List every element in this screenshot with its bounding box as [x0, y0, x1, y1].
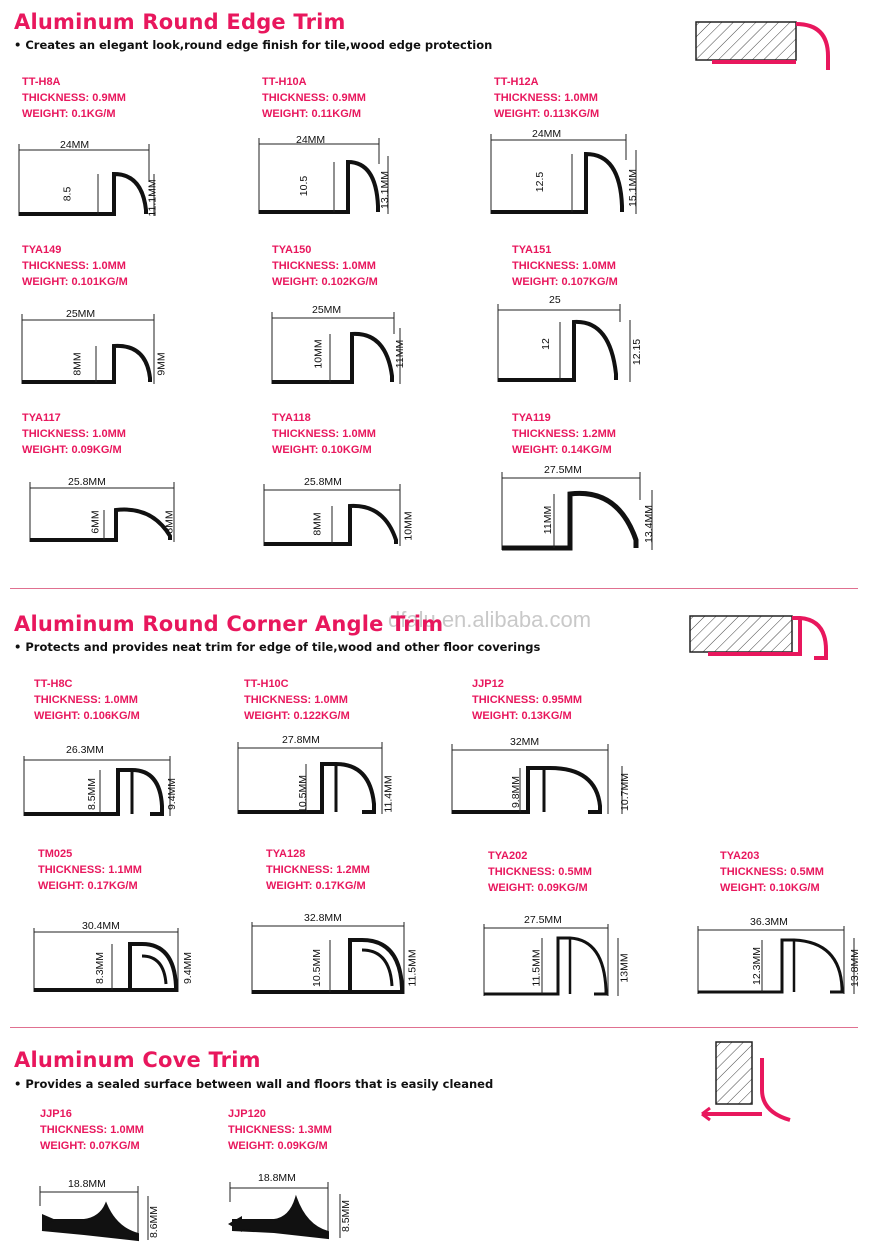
dim-outer-height: 9.4MM: [166, 777, 179, 811]
dim-inner-height: 12: [539, 338, 552, 350]
product-info-tya150: [272, 242, 378, 290]
dim-outer-height: 10.7MM: [618, 773, 631, 811]
round-edge-diagram-icon: [692, 18, 842, 78]
product-model: JJP12: [472, 678, 504, 690]
dim-inner-height: 10MM: [312, 339, 325, 369]
product-info-jjp120: [228, 1106, 332, 1154]
product-weight: WEIGHT: 0.1KG/M: [22, 108, 116, 120]
product-thickness: THICKNESS: 0.5MM: [720, 866, 824, 878]
product-model: TYA150: [272, 244, 312, 256]
product-thickness: THICKNESS: 0.9MM: [262, 92, 366, 104]
product-thickness: THICKNESS: 1.0MM: [22, 260, 126, 272]
dim-outer-height: 8.5MM: [340, 1199, 353, 1233]
profile-drawing-tya203: [692, 924, 872, 1000]
product-weight: WEIGHT: 0.09KG/M: [228, 1140, 328, 1152]
product-weight: WEIGHT: 0.102KG/M: [272, 276, 378, 288]
product-weight: WEIGHT: 0.09KG/M: [22, 444, 122, 456]
product-weight: WEIGHT: 0.11KG/M: [262, 108, 362, 120]
product-info-tt-h8c: [34, 676, 140, 724]
dim-inner-height: 10.5MM: [310, 949, 323, 987]
dim-width: 32MM: [510, 736, 540, 748]
section-divider: [10, 1027, 858, 1028]
profile-drawing-tt-h10c: [232, 740, 402, 826]
product-weight: WEIGHT: 0.107KG/M: [512, 276, 618, 288]
dim-inner-height: 8.3MM: [94, 951, 107, 985]
product-weight: WEIGHT: 0.07KG/M: [40, 1140, 140, 1152]
section-subtitle-corner-angle: • Protects and provides neat trim for edge of tile,wood and other floor coverings: [14, 640, 541, 654]
dim-width: 24MM: [532, 128, 562, 140]
product-weight: WEIGHT: 0.09KG/M: [488, 882, 588, 894]
product-model: JJP16: [40, 1108, 72, 1120]
product-info-tya118: [272, 410, 376, 458]
dim-outer-height: 11.1MM: [146, 179, 159, 217]
product-model: TYA149: [22, 244, 62, 256]
section-subtitle-round-edge: • Creates an elegant look,round edge finish for tile,wood edge protection: [14, 38, 493, 52]
product-weight: WEIGHT: 0.13KG/M: [472, 710, 572, 722]
dim-width: 30.4MM: [82, 920, 120, 932]
product-thickness: THICKNESS: 1.0MM: [244, 694, 348, 706]
product-weight: WEIGHT: 0.113KG/M: [494, 108, 600, 120]
profile-drawing-tya149: [14, 310, 184, 390]
product-model: TT-H10C: [244, 678, 289, 690]
dim-outer-height: 13MM: [618, 953, 631, 983]
product-info-tya119: [512, 410, 616, 458]
section-subtitle-cove: • Provides a sealed surface between wall and floors that is easily cleaned: [14, 1077, 494, 1091]
product-model: JJP120: [228, 1108, 266, 1120]
product-model: TT-H10A: [262, 76, 307, 88]
corner-angle-diagram-icon: [686, 612, 836, 664]
product-thickness: THICKNESS: 1.0MM: [22, 428, 126, 440]
section-divider: [10, 588, 858, 589]
product-thickness: THICKNESS: 1.0MM: [34, 694, 138, 706]
product-thickness: THICKNESS: 1.2MM: [266, 864, 370, 876]
dim-inner-height: 9.8MM: [510, 775, 523, 809]
dim-outer-height: 11.4MM: [382, 775, 395, 813]
product-model: TYA128: [266, 848, 306, 860]
product-thickness: THICKNESS: 0.5MM: [488, 866, 592, 878]
product-thickness: THICKNESS: 1.3MM: [228, 1124, 332, 1136]
product-info-tya117: [22, 410, 126, 458]
product-thickness: THICKNESS: 1.1MM: [38, 864, 142, 876]
product-thickness: THICKNESS: 1.0MM: [272, 260, 376, 272]
dim-width: 18.8MM: [258, 1172, 296, 1184]
dim-outer-height: 13.8MM: [848, 949, 861, 987]
product-info-tya202: [488, 848, 592, 896]
product-model: TT-H8C: [34, 678, 73, 690]
dim-width: 18.8MM: [68, 1178, 106, 1190]
product-info-tya151: [512, 242, 618, 290]
product-info-jjp12: [472, 676, 582, 724]
dim-outer-height: 8MM: [163, 510, 176, 534]
dim-inner-height: 11MM: [542, 505, 555, 535]
dim-inner-height: 8MM: [311, 512, 324, 536]
product-thickness: THICKNESS: 0.95MM: [472, 694, 583, 706]
product-model: TYA117: [22, 412, 61, 424]
product-weight: WEIGHT: 0.106KG/M: [34, 710, 140, 722]
product-weight: WEIGHT: 0.10KG/M: [272, 444, 372, 456]
dim-outer-height: 13.1MM: [378, 171, 391, 209]
dim-inner-height: 12.3MM: [750, 947, 763, 985]
dim-width: 27.5MM: [544, 464, 582, 476]
product-thickness: THICKNESS: 1.0MM: [494, 92, 598, 104]
dim-width: 25.8MM: [68, 476, 106, 488]
product-model: TYA151: [512, 244, 552, 256]
dim-inner-height: 8MM: [71, 352, 84, 376]
product-info-tt-h8a: [22, 74, 126, 122]
profile-drawing-tt-h10a: [254, 134, 424, 226]
product-model: TYA203: [720, 850, 760, 862]
profile-drawing-tt-h8c: [20, 754, 190, 824]
dim-width: 25MM: [66, 308, 96, 320]
dim-inner-height: 10.5: [298, 175, 311, 197]
cove-diagram-icon: [700, 1040, 810, 1130]
dim-outer-height: 11.5MM: [406, 949, 419, 987]
product-info-jjp16: [40, 1106, 144, 1154]
product-thickness: THICKNESS: 0.9MM: [22, 92, 126, 104]
dim-inner-height: 8.5MM: [86, 777, 99, 811]
product-weight: WEIGHT: 0.14KG/M: [512, 444, 612, 456]
dim-width: 25: [549, 294, 561, 306]
product-model: TYA118: [272, 412, 311, 424]
product-model: TYA119: [512, 412, 551, 424]
product-weight: WEIGHT: 0.17KG/M: [38, 880, 138, 892]
product-weight: WEIGHT: 0.101KG/M: [22, 276, 128, 288]
product-info-tt-h10a: [262, 74, 366, 122]
product-info-tya149: [22, 242, 128, 290]
product-model: TT-H8A: [22, 76, 61, 88]
dim-width: 24MM: [60, 139, 90, 151]
section-title-cove: Aluminum Cove Trim: [14, 1048, 261, 1072]
dim-outer-height: 8.6MM: [148, 1205, 161, 1239]
dim-width: 32.8MM: [304, 912, 342, 924]
dim-outer-height: 9.4MM: [182, 951, 195, 985]
product-weight: WEIGHT: 0.17KG/M: [266, 880, 366, 892]
dim-outer-height: 9MM: [155, 352, 168, 376]
dim-width: 26.3MM: [66, 744, 104, 756]
dim-width: 25.8MM: [304, 476, 342, 488]
product-model: TM025: [38, 848, 73, 860]
product-info-tt-h10c: [244, 676, 350, 724]
section-title-corner-angle: Aluminum Round Corner Angle Trim: [14, 612, 444, 636]
dim-inner-height: 10.5MM: [296, 775, 309, 813]
product-thickness: THICKNESS: 1.0MM: [272, 428, 376, 440]
dim-width: 24MM: [296, 134, 326, 146]
dim-inner-height: 6MM: [89, 510, 102, 534]
dim-width: 25MM: [312, 304, 342, 316]
product-info-tm025: [38, 846, 142, 894]
product-model: TT-H12A: [494, 76, 539, 88]
dim-inner-height: 12.5: [534, 171, 547, 193]
product-weight: WEIGHT: 0.122KG/M: [244, 710, 350, 722]
profile-drawing-tya150: [264, 308, 434, 390]
dim-outer-height: 10MM: [402, 511, 415, 541]
dim-outer-height: 12.15: [631, 338, 644, 366]
dim-inner-height: 11.5MM: [530, 949, 543, 987]
product-thickness: THICKNESS: 1.0MM: [512, 260, 616, 272]
dim-outer-height: 15.1MM: [626, 169, 639, 207]
product-info-tya203: [720, 848, 824, 896]
product-thickness: THICKNESS: 1.2MM: [512, 428, 616, 440]
product-info-tya128: [266, 846, 370, 894]
dim-outer-height: 11MM: [394, 339, 407, 369]
product-info-tt-h12a: [494, 74, 599, 122]
profile-drawing-jjp12: [446, 742, 636, 826]
dim-width: 36.3MM: [750, 916, 788, 928]
dim-inner-height: 8.5: [61, 186, 74, 202]
dim-width: 27.5MM: [524, 914, 562, 926]
product-thickness: THICKNESS: 1.0MM: [40, 1124, 144, 1136]
section-title-round-edge: Aluminum Round Edge Trim: [14, 10, 346, 34]
dim-width: 27.8MM: [282, 734, 320, 746]
profile-drawing-tya119: [494, 470, 664, 556]
watermark-text: dfalu.en.alibaba.com: [388, 607, 592, 632]
product-model: TYA202: [488, 850, 528, 862]
dim-outer-height: 13.4MM: [642, 505, 655, 543]
product-weight: WEIGHT: 0.10KG/M: [720, 882, 820, 894]
